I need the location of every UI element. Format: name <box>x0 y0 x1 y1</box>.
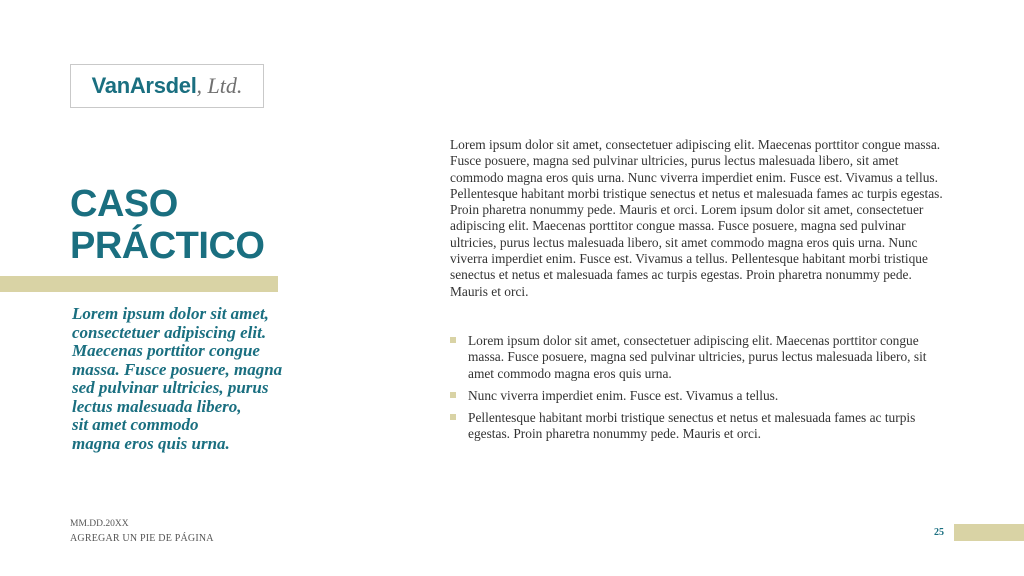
page-number: 25 <box>934 527 944 538</box>
bullet-item <box>450 388 950 404</box>
bullet-item <box>450 333 950 382</box>
bullet-item <box>450 410 950 443</box>
footer-date: MM.DD.20XX <box>70 519 129 529</box>
accent-bar-left <box>0 276 278 292</box>
bullet-text: Nunc viverra imperdiet enim. Fusce est. Vivamus a tellus. <box>468 387 779 403</box>
bullet-text: Pellentesque habitant morbi tristique senectus et netus et malesuada fames ac turpis egestas. Proin pharetra nonummy pede. Mauris et orci. <box>468 410 916 442</box>
slide-title-line-2: PRÁCTICO <box>70 225 265 267</box>
subtitle-line: sed pulvinar ultricies, purus <box>72 378 269 397</box>
footer-text: AGREGAR UN PIE DE PÁGINA <box>70 533 214 544</box>
slide-title <box>70 183 264 267</box>
subtitle-line: massa. Fusce posuere, magna <box>72 359 283 379</box>
logo-brand: VanArsdel <box>91 73 197 98</box>
subtitle-line: magna eros quis urna. <box>72 433 230 453</box>
slide-subtitle <box>72 305 332 453</box>
body-paragraph: Lorem ipsum dolor sit amet, consectetuer adipiscing elit. Maecenas porttitor congue massa. Fusce posuere, magna sed pulvinar ultricies, purus lectus malesuada libero, sit amet commodo magna eros quis urna. Nunc viverra imperdiet enim. Fusce est. Vivamus a tellus. Pellentesque habitant morbi tristique senectus et netus et malesuada fames ac turpis egestas. Proin pharetra nonummy pede. Mauris et orci. Lorem ipsum dolor sit amet, consectetuer adipiscing elit. Maecenas porttitor congue massa. Fusce posuere, magna sed pulvinar ultricies, purus lectus malesuada libero, sit amet commodo magna eros quis urna. Nunc viverra imperdiet enim. Fusce est. Vivamus a tellus. Pellentesque habitant morbi tristique senectus et netus et malesuada fames ac turpis egestas. Proin pharetra nonummy pede. Mauris et orci. <box>450 137 943 299</box>
bullet-text: Lorem ipsum dolor sit amet, consectetuer adipiscing elit. Maecenas porttitor congue massa. Fusce posuere, magna sed pulvinar ultricies, purus lectus malesuada libero, sit amet commodo magna eros quis urna. <box>468 333 927 381</box>
logo-suffix: , Ltd. <box>196 73 243 98</box>
subtitle-line: consectetuer adipiscing elit. <box>72 322 267 342</box>
company-logo <box>70 64 264 108</box>
subtitle-line: lectus malesuada libero, <box>72 396 242 416</box>
subtitle-line: Maecenas porttitor congue <box>72 341 260 360</box>
accent-bar-right <box>954 524 1024 541</box>
subtitle-line: sit amet commodo <box>72 415 199 434</box>
square-bullet-icon <box>450 414 456 420</box>
slide-title-line-1: CASO <box>70 183 178 225</box>
subtitle-line: Lorem ipsum dolor sit amet, <box>72 304 269 323</box>
square-bullet-icon <box>450 337 456 343</box>
bullet-list <box>450 333 950 449</box>
square-bullet-icon <box>450 392 456 398</box>
